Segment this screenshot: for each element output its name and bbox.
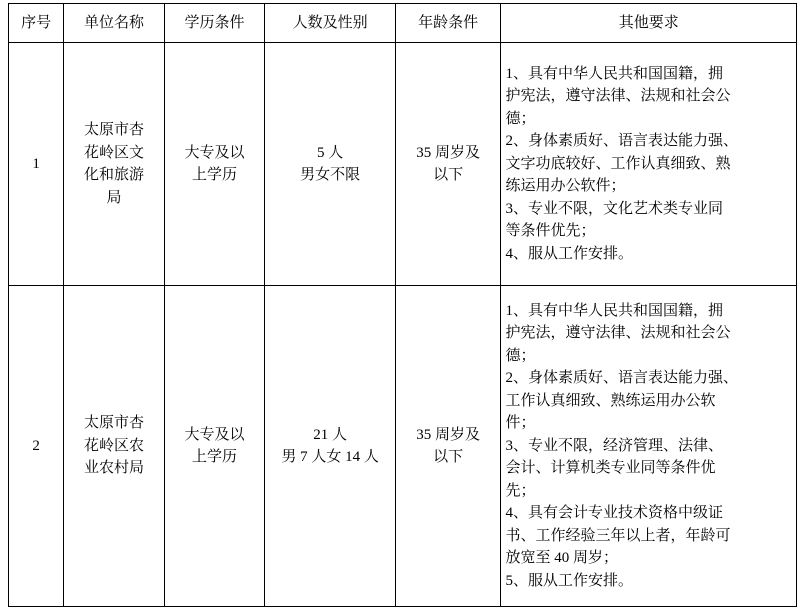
row-unit-line: 花岭区农	[84, 437, 145, 454]
requirement-line: 5、服从工作安排。	[505, 572, 633, 589]
row-age-line: 以下	[433, 449, 464, 465]
document-page	[0, 3, 802, 600]
table-row	[9, 43, 797, 286]
requirement-line: 护宪法，遵守法律、法规和社会公	[505, 88, 731, 105]
row-unit-line: 花岭区文	[84, 144, 145, 161]
row-unit	[64, 43, 165, 286]
row-education-line: 大专及以	[184, 426, 245, 443]
requirement-line: 3、专业不限，文化艺术类专业同	[505, 200, 723, 217]
row-age	[395, 286, 501, 607]
table-body	[9, 43, 797, 607]
header-cell-number-gender: 人数及性别	[265, 4, 396, 43]
recruitment-table	[8, 3, 797, 607]
row-number-line: 5 人	[316, 144, 344, 161]
row-education-line: 上学历	[192, 167, 238, 183]
requirement-line: 2、身体素质好、语言表达能力强、	[505, 133, 738, 150]
requirement-line: 等条件优先；	[505, 223, 596, 240]
table-row	[9, 286, 797, 607]
row-gender-line: 男 7 人女 14 人	[281, 449, 379, 465]
row-unit-line: 业农村局	[84, 460, 145, 477]
header-cell-no: 序号	[9, 4, 64, 43]
row-education-line: 上学历	[192, 449, 238, 465]
requirement-line: 4、具有会计专业技术资格中级证	[505, 505, 723, 522]
requirement-line: 3、专业不限，经济管理、法律、	[505, 437, 723, 454]
row-unit	[64, 286, 165, 607]
row-number-gender	[265, 43, 396, 286]
row-no: 1	[9, 43, 64, 286]
row-age-line: 以下	[433, 167, 464, 183]
header-cell-other: 其他要求	[501, 4, 797, 43]
requirement-line: 德；	[505, 110, 536, 127]
row-education	[164, 286, 265, 607]
row-education-line: 大专及以	[184, 144, 245, 161]
requirement-line: 1、具有中华人民共和国国籍，拥	[505, 302, 723, 319]
requirement-line: 文字功底较好、工作认真细致、熟	[505, 155, 731, 172]
row-unit-line: 局	[106, 189, 122, 206]
requirement-line: 练运用办公软件；	[505, 178, 626, 195]
row-age-line: 35 周岁及	[416, 144, 481, 161]
requirement-line: 放宽至 40 周岁；	[505, 550, 618, 567]
row-number-line: 21 人	[313, 426, 347, 443]
row-unit-line: 化和旅游	[84, 167, 145, 183]
table-header-row	[9, 4, 797, 43]
requirement-line: 书、工作经验三年以上者，年龄可	[505, 527, 731, 544]
row-no: 2	[9, 286, 64, 607]
table-header	[9, 4, 797, 43]
requirement-line: 会计、计算机类专业同等条件优	[505, 460, 716, 477]
row-other-requirements	[501, 286, 797, 607]
row-education	[164, 43, 265, 286]
requirement-line: 先；	[505, 482, 536, 499]
row-unit-line: 太原市杏	[84, 415, 145, 432]
requirement-line: 1、具有中华人民共和国国籍，拥	[505, 65, 723, 82]
requirement-line: 4、服从工作安排。	[505, 245, 633, 262]
requirement-line: 德；	[505, 347, 536, 364]
header-cell-education: 学历条件	[164, 4, 265, 43]
requirement-line: 护宪法，遵守法律、法规和社会公	[505, 325, 731, 342]
header-cell-age: 年龄条件	[395, 4, 501, 43]
header-cell-unit: 单位名称	[64, 4, 165, 43]
requirement-line: 工作认真细致、熟练运用办公软	[505, 392, 716, 409]
row-unit-line: 太原市杏	[84, 122, 145, 138]
row-other-requirements	[501, 43, 797, 286]
row-age	[395, 43, 501, 286]
requirement-line: 件；	[505, 415, 536, 432]
row-age-line: 35 周岁及	[416, 426, 481, 443]
requirement-line: 2、身体素质好、语言表达能力强、	[505, 370, 738, 387]
row-gender-line: 男女不限	[300, 167, 361, 183]
row-number-gender	[265, 286, 396, 607]
